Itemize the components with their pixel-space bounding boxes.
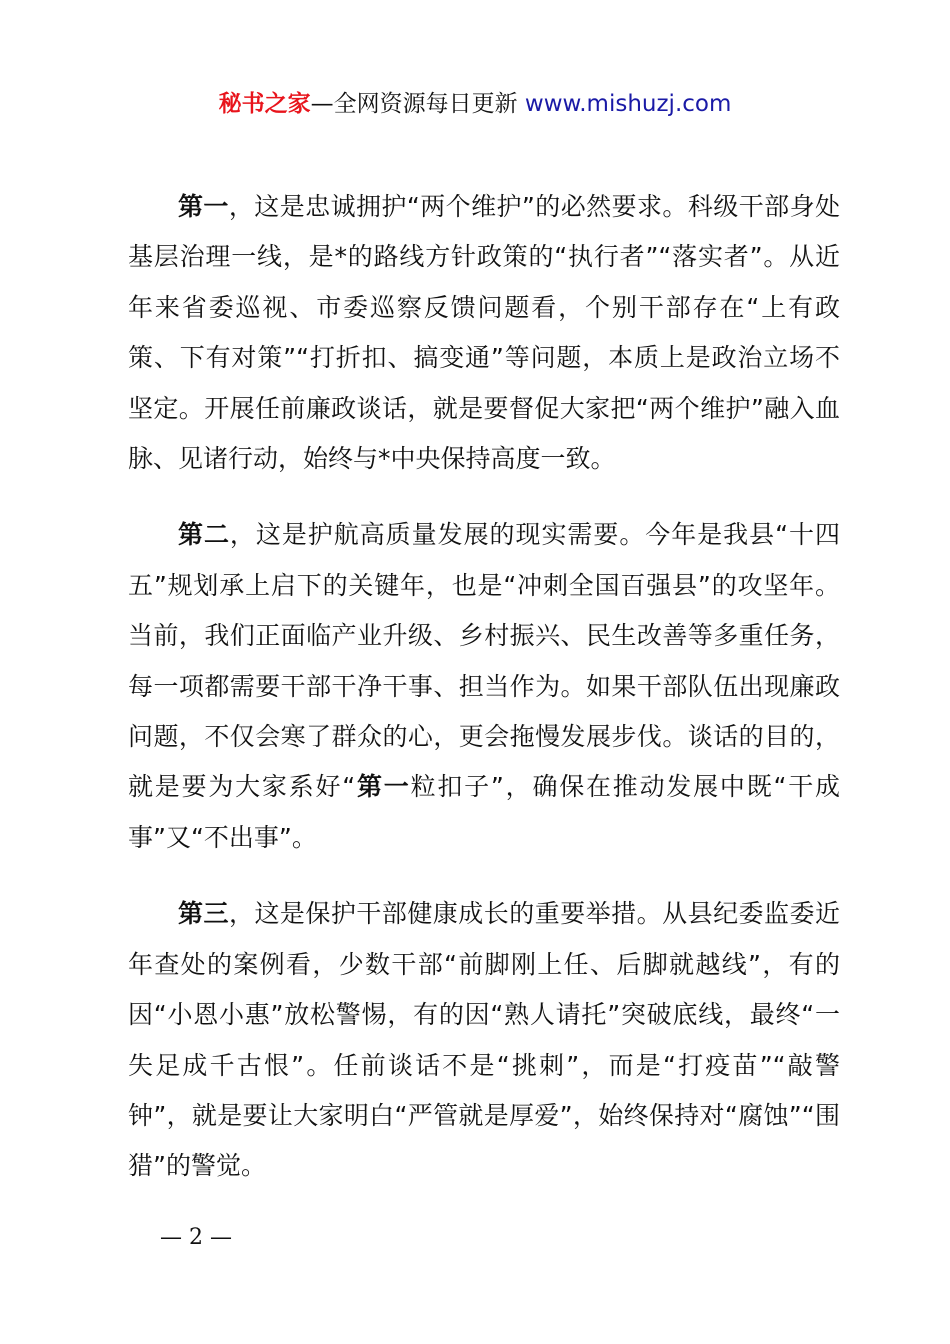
paragraph-2-lead: 第二 — [178, 520, 230, 550]
paragraph-2-inline-bold: 第一 — [355, 772, 411, 802]
page-number: — 2 — — [160, 1225, 232, 1250]
paragraph-3-lead: 第三 — [178, 899, 229, 929]
paragraph-1-lead: 第一 — [178, 192, 229, 221]
paragraph-3-text: ，这是保护干部健康成长的重要举措。从县纪委监委近年查处的案例看，少数干部“前脚刚上任、后脚就越线”，有的因“小恩小惠”放松警惕，有的因“熟人请托”突破底线，最终“一失足成千古恨”。任前谈话不是“挑刺”，而是“打疫苗”“敲警钟”，就是要让大家明白“严管就是厚爱”，始终保持对“腐蚀”“围猎”的警觉。 — [128, 899, 840, 1181]
document-body — [128, 182, 840, 1218]
paragraph-3 — [128, 889, 840, 1191]
paragraph-2-text-b: 粒扣子”，确保在推动发展中既“干成事”又“不出事”。 — [128, 772, 841, 852]
paragraph-2 — [128, 510, 840, 863]
site-url-link[interactable]: www.mishuzj.com — [524, 91, 732, 117]
paragraph-1-text: ，这是忠诚拥护“两个维护”的必然要求。科级干部身处基层治理一线，是*的路线方针政策的“执行者”“落实者”。从近年来省委巡视、市委巡察反馈问题看，个别干部存在“上有政策、下有对策”“打折扣、搞变通”等问题，本质上是政治立场不坚定。开展任前廉政谈话，就是要督促大家把“两个维护”融入血脉、见诸行动，始终与*中央保持高度一致。 — [128, 192, 840, 474]
paragraph-2-text-a: ，这是护航高质量发展的现实需要。今年是我县“十四五”规划承上启下的关键年，也是“冲刺全国百强县”的攻坚年。当前，我们正面临产业升级、乡村振兴、民生改善等多重任务，每一项都需要干部干净干事、担当作为。如果干部队伍出现廉政问题，不仅会寒了群众的心，更会拖慢发展步伐。谈话的目的，就是要为大家系好“ — [128, 520, 840, 802]
brand-name: 秘书之家 — [218, 91, 311, 117]
header-tagline: —全网资源每日更新 — [310, 91, 525, 117]
paragraph-1 — [128, 182, 840, 484]
site-header — [0, 86, 950, 122]
